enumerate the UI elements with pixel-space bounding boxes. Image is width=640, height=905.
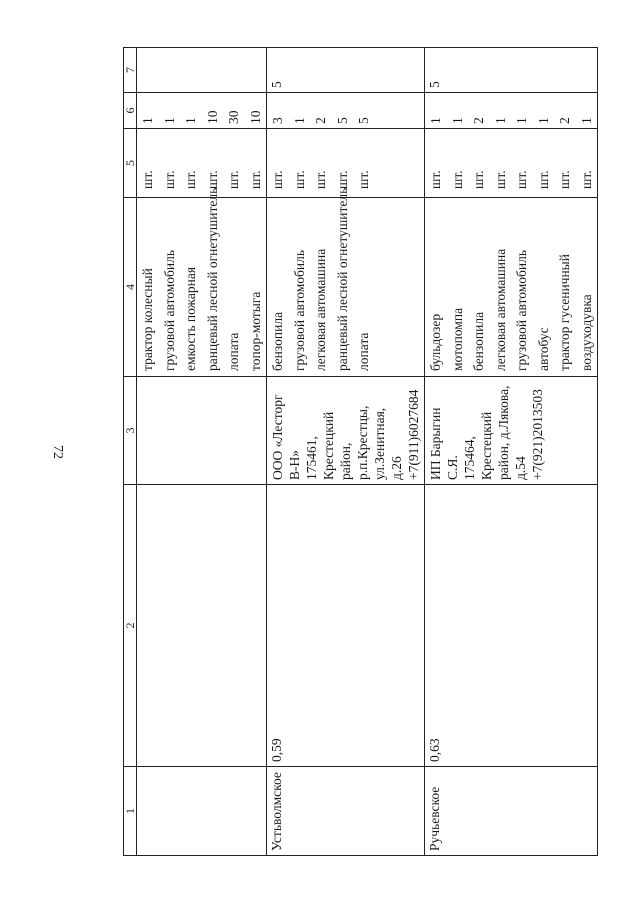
equipment-name: ранцевый лесной огнетушитель: [204, 187, 220, 371]
table-row: [425, 48, 598, 856]
organization-cell: [425, 377, 598, 485]
equipment-name: лопата: [226, 332, 241, 371]
col7-cell: 5: [425, 48, 598, 93]
equipment-unit: шт.: [428, 170, 443, 189]
equipment-name: емкость пожарная: [183, 266, 198, 371]
equipment-quantity: 1: [492, 117, 508, 124]
quantity-cell: [267, 93, 425, 129]
equipment-unit: шт.: [471, 170, 486, 189]
unit-cell: [267, 129, 425, 198]
equipment-name: ранцевый лесной огнетушитель: [334, 187, 350, 371]
header-row: [124, 48, 137, 856]
equipment-quantity: 2: [557, 117, 572, 124]
quantity-cell: [425, 93, 598, 129]
equipment-name: бульдозер: [428, 313, 443, 371]
equipment-name: воздуходувка: [578, 294, 594, 371]
equipment-quantity: 2: [313, 117, 328, 124]
equipment-quantity: 2: [471, 117, 486, 124]
equipment-quantity: 1: [161, 117, 177, 124]
equipment-quantity: 3: [270, 117, 285, 124]
equipment-name: грузовой автомобиль: [161, 249, 177, 371]
equipment-unit: шт.: [247, 170, 263, 189]
equipment-unit: шт.: [270, 170, 285, 189]
equipment-quantity: 1: [514, 117, 529, 124]
equipment-table: [123, 47, 598, 856]
equipment-unit: шт.: [492, 170, 508, 189]
organization-cell: [137, 377, 267, 485]
organization-line: ООО «Лесторг В-Н»: [270, 394, 302, 480]
settlement-cell: Устьволмское: [267, 767, 425, 856]
equipment-unit: шт.: [449, 170, 465, 189]
equipment-quantity: 1: [291, 117, 307, 124]
equipment-unit: шт.: [140, 170, 155, 189]
equipment-quantity: 5: [356, 117, 371, 124]
organization-line: район, р.п.Крестцы,: [338, 405, 370, 480]
equipment-quantity: 1: [140, 117, 155, 124]
equipment-unit: шт.: [313, 170, 328, 189]
column-header: 5: [124, 129, 137, 198]
equipment-name-cell: [267, 187, 425, 377]
equipment-quantity: 1: [183, 117, 198, 124]
equipment-unit: шт.: [334, 170, 350, 189]
equipment-name: трактор гусеничный: [557, 254, 572, 371]
equipment-name: трактор колесный: [140, 268, 155, 371]
table-row: [137, 48, 267, 856]
equipment-unit: шт.: [226, 170, 241, 189]
value-cell: 0,59: [267, 485, 425, 767]
document-table-wrapper: [123, 48, 594, 856]
unit-cell: [425, 129, 598, 198]
equipment-quantity: 10: [204, 110, 220, 124]
equipment-unit: шт.: [183, 170, 198, 189]
column-header: 7: [124, 48, 137, 93]
equipment-name: бензопила: [471, 311, 486, 371]
organization-line: 175461, Крестецкий: [304, 411, 336, 480]
equipment-name: бензопила: [270, 311, 285, 371]
equipment-quantity: 1: [449, 117, 465, 124]
organization-cell: [267, 377, 425, 485]
equipment-unit: шт.: [161, 170, 177, 189]
col7-cell: 5: [267, 48, 425, 93]
equipment-unit: шт.: [514, 170, 529, 189]
equipment-name: грузовой автомобиль: [291, 249, 307, 371]
organization-line: ИП Барыгин С.Я.: [428, 407, 460, 480]
settlement-cell: Ручьевское: [425, 767, 598, 856]
equipment-quantity: 1: [578, 117, 594, 124]
equipment-name: легковая автомашина: [492, 248, 508, 371]
organization-line: +7(911)6027684: [406, 389, 421, 480]
equipment-name: мотопомпа: [449, 307, 465, 371]
equipment-name-cell: [425, 198, 598, 377]
col7-cell: [137, 48, 267, 93]
value-cell: [137, 485, 267, 767]
page-number: 72: [50, 445, 65, 459]
equipment-quantity: 1: [428, 117, 443, 124]
equipment-unit: шт.: [291, 170, 307, 189]
value-cell: 0,63: [425, 485, 598, 767]
column-header: 3: [124, 377, 137, 485]
equipment-name: автобус: [535, 327, 551, 371]
equipment-unit: шт.: [578, 170, 594, 189]
organization-line: ул.Зенитная, д.26: [372, 407, 404, 480]
equipment-name: топор-мотыга: [247, 291, 263, 371]
organization-line: 175464, Крестецкий: [462, 411, 494, 480]
equipment-name: грузовой автомобиль: [514, 249, 529, 371]
equipment-unit: шт.: [557, 170, 572, 189]
equipment-quantity: 5: [334, 117, 350, 124]
equipment-unit: шт.: [204, 170, 220, 189]
equipment-name: легковая автомашина: [313, 248, 328, 371]
settlement-cell: [137, 767, 267, 856]
quantity-cell: [137, 93, 267, 129]
column-header: 4: [124, 198, 137, 377]
unit-cell: [137, 129, 267, 198]
equipment-quantity: 10: [247, 110, 263, 124]
column-header: 2: [124, 485, 137, 767]
column-header: 1: [124, 767, 137, 856]
equipment-name-cell: [137, 187, 267, 377]
organization-line: +7(921)2013503: [530, 389, 545, 480]
column-header: 6: [124, 93, 137, 129]
organization-line: район, д.Лякова, д.54: [496, 385, 528, 480]
equipment-quantity: 1: [535, 117, 551, 124]
equipment-unit: шт.: [356, 170, 371, 189]
equipment-quantity: 30: [226, 110, 241, 124]
equipment-name: лопата: [356, 332, 371, 371]
table-row: [267, 48, 425, 856]
equipment-unit: шт.: [535, 170, 551, 189]
